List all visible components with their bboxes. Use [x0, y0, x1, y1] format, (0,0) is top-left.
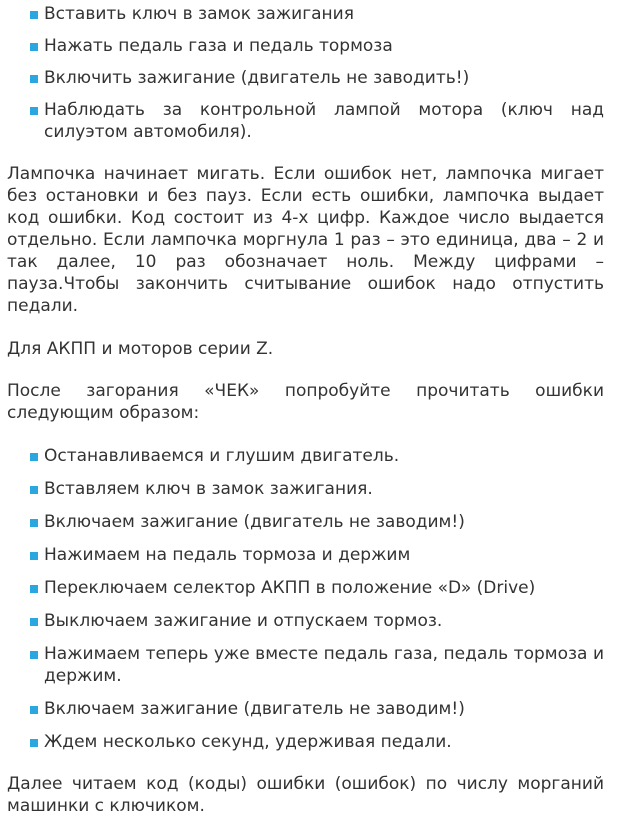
paragraph-read-codes: Далее читаем код (коды) ошибки (ошибок) по числу морганий машинки с ключиком.: [7, 774, 604, 816]
square-bullet-icon: [30, 11, 38, 19]
article-body: [0, 3, 618, 816]
paragraph-akpp-heading: Для АКПП и моторов серии Z.: [7, 339, 274, 359]
list-item: Нажать педаль газа и педаль тормоза: [0, 35, 618, 57]
list-item: Ждем несколько секунд, удерживая педали.: [0, 731, 618, 753]
square-bullet-icon: [30, 552, 38, 560]
list-item: Вставить ключ в замок зажигания: [0, 3, 618, 25]
square-bullet-icon: [30, 651, 38, 659]
list-item: Включить зажигание (двигатель не заводить!): [0, 67, 618, 89]
square-bullet-icon: [30, 453, 38, 461]
square-bullet-icon: [30, 519, 38, 527]
square-bullet-icon: [30, 43, 38, 51]
square-bullet-icon: [30, 739, 38, 747]
paragraph-blink-explanation: Лампочка начинает мигать. Если ошибок нет, лампочка мигает без остановки и без пауз. Если есть ошибки, лампочка выдает код ошибки. Код состоит из 4-х цифр. Каждое число выдается отдельно. Если лампочка моргнула 1 раз – это единица, два – 2 и так далее, 10 раз обозначает ноль. Между цифрами – пауза.Чтобы закончить считывание ошибок надо отпустить педали.: [7, 164, 604, 316]
list-item: Нажимаем теперь уже вместе педаль газа, педаль тормоза и держим.: [0, 643, 618, 687]
square-bullet-icon: [30, 585, 38, 593]
square-bullet-icon: [30, 75, 38, 83]
list-item: Включаем зажигание (двигатель не заводим!): [0, 511, 618, 533]
list-item: Нажимаем на педаль тормоза и держим: [0, 544, 618, 566]
square-bullet-icon: [30, 706, 38, 714]
steps-list-akpp: [0, 445, 618, 753]
square-bullet-icon: [30, 618, 38, 626]
square-bullet-icon: [30, 486, 38, 494]
list-item: Включаем зажигание (двигатель не заводим!): [0, 698, 618, 720]
list-item: Вставляем ключ в замок зажигания.: [0, 478, 618, 500]
list-item: Останавливаемся и глушим двигатель.: [0, 445, 618, 467]
paragraph-check-intro: После загорания «ЧЕК» попробуйте прочитать ошибки следующим образом:: [7, 381, 604, 423]
list-item: Выключаем зажигание и отпускаем тормоз.: [0, 610, 618, 632]
list-item: Переключаем селектор АКПП в положение «D» (Drive): [0, 577, 618, 599]
steps-list-manual: [0, 3, 618, 143]
square-bullet-icon: [30, 107, 38, 115]
list-item: Наблюдать за контрольной лампой мотора (ключ над силуэтом автомобиля).: [0, 99, 618, 143]
